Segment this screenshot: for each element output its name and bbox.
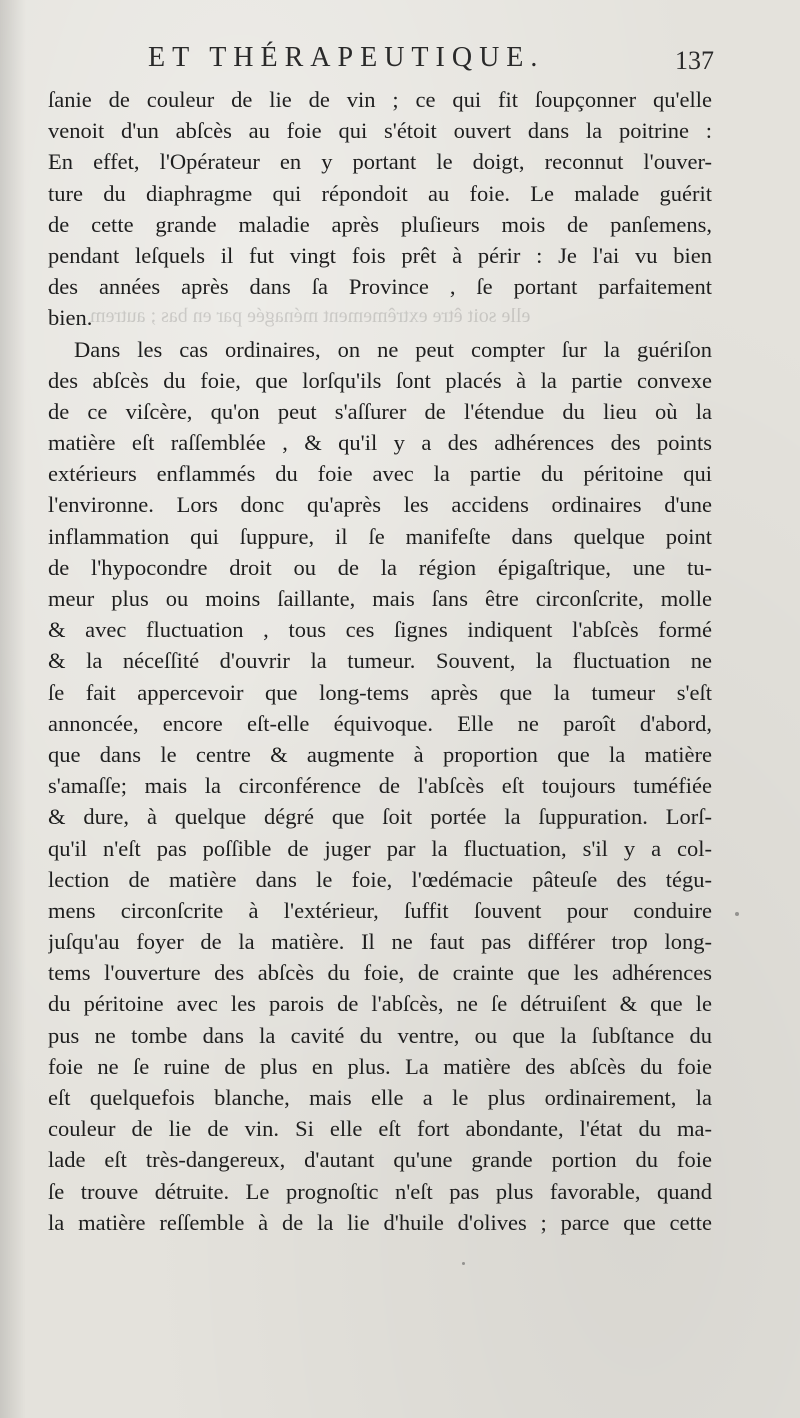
text-line: s'amaſſe; mais la circonférence de l'abſcès eſt toujours tuméfiée <box>48 773 712 799</box>
text-line: mens circonſcrite à l'extérieur, ſuffit ſouvent pour conduire <box>48 897 712 923</box>
text-line: qu'il n'eſt pas poſſible de juger par la fluctuation, s'il y a col- <box>48 835 712 861</box>
text-line: l'environne. Lors donc qu'après les accidens ordinaires d'une <box>48 492 712 518</box>
text-line: ſanie de couleur de lie de vin ; ce qui fit ſoupçonner qu'elle <box>48 87 712 112</box>
text-line: du péritoine avec les parois de l'abſcès, ne ſe détruiſent & que le <box>48 991 712 1017</box>
paper-speck <box>462 1262 465 1265</box>
text-line: venoit d'un abſcès au foie qui s'étoit ouvert dans la poitrine : <box>48 118 712 144</box>
text-line: de ce viſcère, qu'on peut s'aſſurer de l'étendue du lieu où la <box>48 398 712 424</box>
text-line: extérieurs enflammés du foie avec la partie du péritoine qui <box>48 461 712 487</box>
text-line: matière eſt raſſemblée , & qu'il y a des adhérences des points <box>48 430 712 456</box>
text-line: lade eſt très-dangereux, d'autant qu'une grande portion du foie <box>48 1147 712 1173</box>
text-line: & avec fluctuation , tous ces ſignes indiquent l'abſcès formé <box>48 617 712 643</box>
text-line: ſe trouve détruite. Le prognoſtic n'eſt pas plus favorable, quand <box>48 1178 712 1204</box>
paragraph-start-line: Dans les cas ordinaires, on ne peut compter ſur la guériſon <box>74 336 712 362</box>
text-line: la matière reſſemble à de la lie d'huile d'olives ; parce que cette <box>48 1209 712 1235</box>
text-line: eſt quelquefois blanche, mais elle a le plus ordinairement, la <box>48 1085 712 1110</box>
binding-shadow <box>0 0 26 1418</box>
text-line: lection de matière dans le foie, l'œdémacie pâteuſe des tégu- <box>48 866 712 892</box>
paragraph-end-line: bien. <box>48 305 93 331</box>
paper-speck <box>735 912 739 916</box>
page-number: 137 <box>675 46 714 75</box>
text-line: & dure, à quelque dégré que ſoit portée la ſuppuration. Lorſ- <box>48 804 712 830</box>
text-line: meur plus ou moins ſaillante, mais ſans être circonſcrite, molle <box>48 586 712 611</box>
text-line: pus ne tombe dans la cavité du ventre, ou que la ſubſtance du <box>48 1022 712 1048</box>
text-line: tems l'ouverture des abſcès du foie, de crainte que les adhérences <box>48 960 712 986</box>
body-text <box>48 84 712 1238</box>
text-line: de l'hypocondre droit ou de la région épigaſtrique, une tu- <box>48 554 712 580</box>
text-line: juſqu'au foyer de la matière. Il ne faut pas différer trop long- <box>48 929 712 955</box>
text-line: que dans le centre & augmente à proportion que la matière <box>48 741 712 767</box>
page-header <box>148 42 714 82</box>
text-line: ture du diaphragme qui répondoit au foie. Le malade guérit <box>48 180 712 206</box>
text-line: inflammation qui ſuppure, il ſe manifeſte dans quelque point <box>48 523 712 549</box>
show-through-line: elle soit être extrêmement ménagée par en bas ; autrem <box>90 305 531 327</box>
text-line: En effet, l'Opérateur en y portant le doigt, reconnut l'ouver- <box>48 149 712 175</box>
text-line: pendant leſquels il fut vingt fois prêt à périr : Je l'ai vu bien <box>48 242 712 268</box>
text-line: annoncée, encore eſt-elle équivoque. Elle ne paroît d'abord, <box>48 710 712 736</box>
running-head: ET THÉRAPEUTIQUE. <box>148 42 545 73</box>
text-line: foie ne ſe ruine de plus en plus. La matière des abſcès du foie <box>48 1053 712 1079</box>
text-line: & la néceſſité d'ouvrir la tumeur. Souvent, la fluctuation ne <box>48 648 712 674</box>
text-line: couleur de lie de vin. Si elle eſt fort abondante, l'état du ma- <box>48 1116 712 1142</box>
text-line: des années après dans ſa Province , ſe portant parfaitement <box>48 274 712 300</box>
text-line: de cette grande maladie après pluſieurs mois de panſemens, <box>48 211 712 237</box>
text-line: des abſcès du foie, que lorſqu'ils ſont placés à la partie convexe <box>48 367 712 393</box>
text-line: ſe fait appercevoir que long-tems après que la tumeur s'eſt <box>48 679 712 705</box>
